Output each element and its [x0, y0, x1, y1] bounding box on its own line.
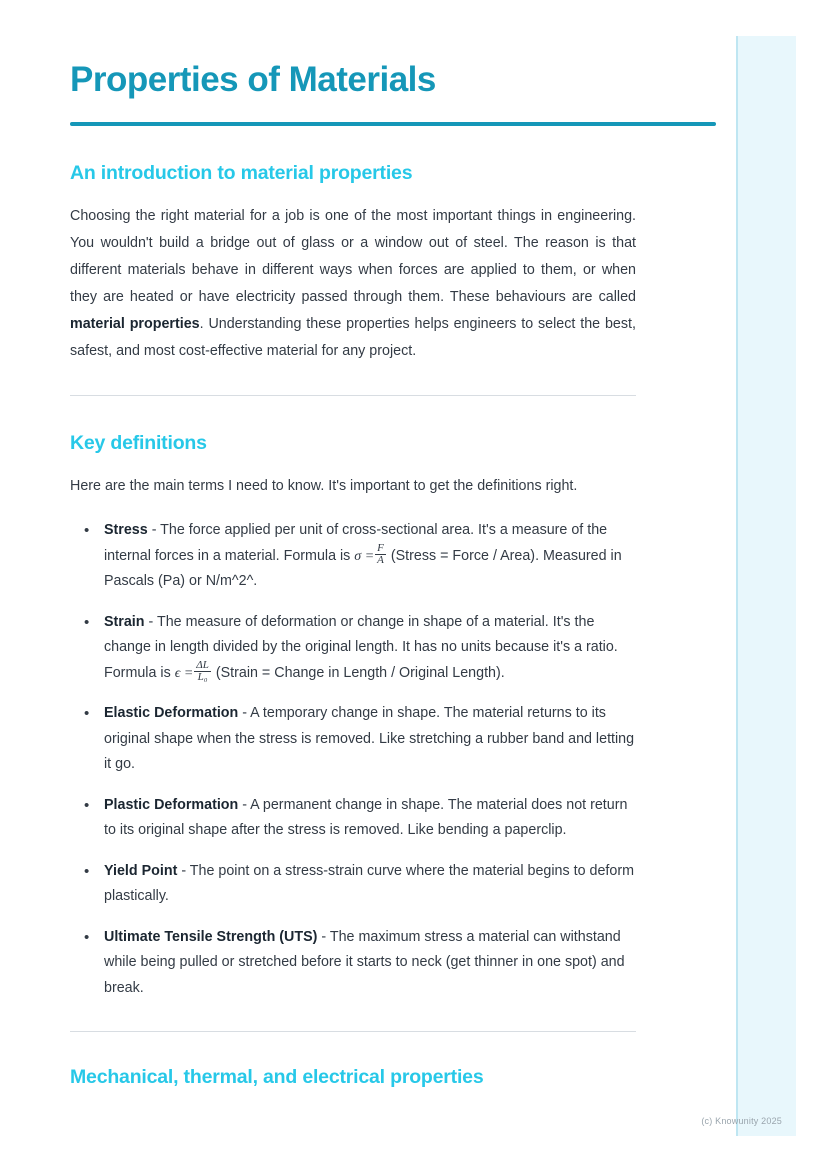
list-item: [92, 793, 636, 844]
section-heading-intro: An introduction to material properties: [70, 162, 413, 185]
list-item: [92, 518, 636, 595]
intro-paragraph-part2: . Understanding these properties helps engineers to select the best, safest, and most cost-effective material for any project.: [70, 316, 636, 360]
list-item: [92, 610, 636, 687]
formula-numerator: F: [377, 541, 384, 554]
section-heading-key-definitions: Key definitions: [70, 432, 207, 455]
definition-text-after: (Strain = Change in Length / Original Length).: [211, 664, 505, 681]
section-heading-mechanical-thermal-electrical: Mechanical, thermal, and electrical properties: [70, 1066, 484, 1089]
definition-term: Strain: [104, 613, 145, 630]
formula-fraction: [194, 660, 211, 684]
intro-paragraph: [70, 203, 636, 365]
definition-text-before: - The point on a stress-strain curve where the material begins to deform plastically.: [104, 862, 634, 905]
formula-symbol: σ =: [354, 548, 375, 564]
definition-text-before: - The measure of deformation or change in shape of a material. It's the change in length divided by the original length. It has no units because it's a ratio. Formula is: [104, 613, 618, 681]
list-item: [92, 859, 636, 910]
list-item: [92, 925, 636, 1002]
definition-term: Yield Point: [104, 862, 178, 879]
definition-term: Elastic Deformation: [104, 705, 239, 722]
definition-text-before: - The maximum stress a material can withstand while being pulled or stretched before it starts to neck (get thinner in one spot) and break.: [104, 928, 625, 996]
definition-term: Ultimate Tensile Strength (UTS): [104, 928, 318, 945]
definition-text-before: - A permanent change in shape. The material does not return to its original shape after the stress is removed. Like bending a paperclip.: [104, 796, 628, 839]
definition-text-before: - The force applied per unit of cross-sectional area. It's a measure of the internal forces in a material. Formula is: [104, 522, 608, 564]
list-item: [92, 701, 636, 778]
intro-paragraph-bold: material properties: [70, 316, 200, 333]
formula-denominator: L₀: [197, 671, 208, 684]
definitions-list: [70, 518, 636, 1001]
right-decorative-band: [738, 36, 796, 1136]
watermark: (c) Knowunity 2025: [701, 1116, 782, 1126]
formula-symbol: ϵ =: [174, 665, 194, 681]
definition-text-after: (Stress = Force / Area). Measured in Pascals (Pa) or N/m^2^.: [104, 547, 622, 590]
right-band-divider: [736, 36, 738, 1136]
key-definitions-intro: Here are the main terms I need to know. It's important to get the definitions right.: [70, 478, 578, 495]
formula-numerator: ΔL: [196, 658, 209, 671]
definition-term: Stress: [104, 522, 148, 539]
page-title: Properties of Materials: [70, 60, 436, 99]
intro-paragraph-part1: Choosing the right material for a job is one of the most important things in engineering. You wouldn't build a bridge out of glass or a window out of steel. The reason is that different materials behave in different ways when forces are applied to them, or when they are heated or have electricity passed through them. These behaviours are called: [70, 208, 636, 306]
definition-term: Plastic Deformation: [104, 796, 239, 813]
document-content: [70, 0, 636, 1089]
formula-denominator: A: [377, 554, 384, 567]
formula-fraction: [375, 543, 386, 567]
definition-text-before: - A temporary change in shape. The material returns to its original shape when the stress is removed. Like stretching a rubber band and letting it go.: [104, 705, 635, 773]
